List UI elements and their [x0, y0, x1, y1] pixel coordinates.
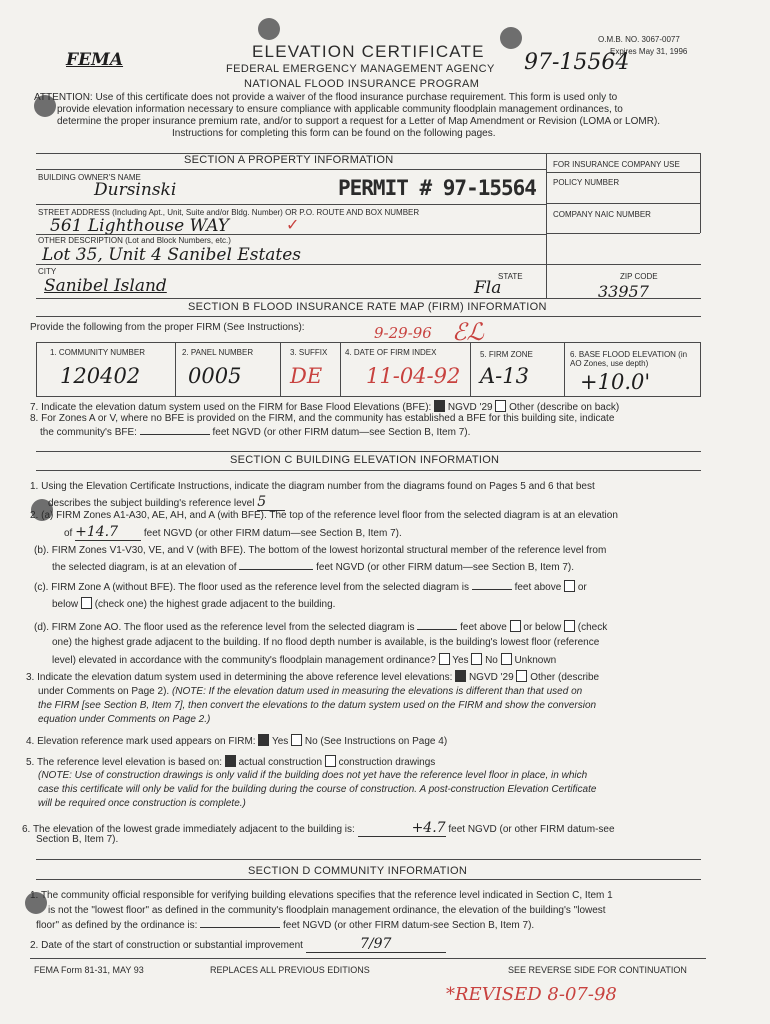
c6-line-2: Section B, Item 7).: [36, 834, 119, 845]
street-address-value: 561 Lighthouse WAY: [50, 216, 229, 236]
city-value: Sanibel Island: [44, 276, 167, 296]
policy-number-label: POLICY NUMBER: [553, 178, 620, 187]
firm-provide-text: Provide the following from the proper FIRM (See Instructions):: [30, 322, 305, 333]
attention-line-1: ATTENTION: Use of this certificate does not provide a waiver of the flood insurance purchase requirement. This form is used only to: [34, 92, 618, 103]
community-number-label: 1. COMMUNITY NUMBER: [50, 348, 145, 357]
street-address-label: STREET ADDRESS (Including Apt., Unit, Suite and/or Bldg. Number) OR P.O. ROUTE AND BOX NUMBER: [38, 208, 420, 217]
c3-other-checkbox[interactable]: [516, 670, 527, 682]
state-value: Fla: [474, 278, 502, 298]
c2d-above-checkbox[interactable]: [510, 620, 521, 632]
suffix-label: 3. SUFFIX: [290, 348, 328, 357]
owner-name-label: BUILDING OWNER'S NAME: [38, 173, 141, 182]
a-zone-elevation-field[interactable]: [472, 589, 512, 590]
insurance-use-header: FOR INSURANCE COMPANY USE: [553, 160, 680, 169]
d1-line-2: is not the "lowest floor" as defined in the community's floodplain management ordinance, the elevation of the building's "lowest: [48, 905, 606, 916]
form-number: FEMA Form 81-31, MAY 93: [34, 965, 144, 975]
c2c-line-1: (c). FIRM Zone A (without BFE). The floor used as the reference level from the selected diagram is feet above or: [34, 582, 587, 593]
c5-line: 5. The reference level elevation is based on: actual construction construction drawings: [26, 757, 436, 768]
owner-name-value: Dursinski: [94, 180, 177, 200]
omb-number: O.M.B. NO. 3067-0077: [598, 35, 680, 44]
c3-ngvd-checkbox[interactable]: [455, 670, 466, 682]
naic-number-label: COMPANY NAIC NUMBER: [553, 210, 651, 219]
attention-line-3: determine the proper insurance premium rate, and/or to support a request for a Letter of Map Amendment or Revision (LOMA or LOMR).: [57, 116, 661, 127]
c1-line-1: 1. Using the Elevation Certificate Instructions, indicate the diagram number from the diagrams found on Pages 5 and 6 that best: [30, 481, 595, 492]
c2d-no-checkbox[interactable]: [471, 653, 482, 665]
item8-bfe-line: the community's BFE: feet NGVD (or other FIRM datum—see Section B, Item 7).: [40, 427, 471, 438]
red-annotation-initials: ℰℒ: [452, 318, 484, 346]
attention-line-2: provide elevation information necessary to ensure compliance with applicable community floodplain management ordinances, to: [57, 104, 623, 115]
c2c-above-checkbox[interactable]: [564, 580, 575, 592]
lowest-grade-elevation-value[interactable]: +4.7: [358, 820, 446, 837]
c4-line: 4. Elevation reference mark used appears on FIRM: Yes No (See Instructions on Page 4): [26, 736, 448, 747]
c5-note-3: will be required once construction is complete.): [38, 798, 246, 809]
c3-line-3: the FIRM [see Section B, Item 7], then convert the elevations to the datum system used on the FIRM and show the conversion: [38, 700, 597, 711]
c5-note-1: (NOTE: Use of construction drawings is only valid if the building does not yet have the reference level floor in place, in which: [38, 770, 588, 781]
d1-line-3: floor" as defined by the ordinance is: feet NGVD (or other FIRM datum-see Section B, Item 7).: [36, 920, 535, 931]
c2d-line-1: (d). FIRM Zone AO. The floor used as the reference level from the selected diagram is feet above or below (check: [34, 622, 608, 633]
c6-line-1: 6. The elevation of the lowest grade immediately adjacent to the building is: +4.7 feet NGVD (or other FIRM datum-see: [22, 820, 615, 836]
c5-note-2: case this certificate will only be valid for the building during the course of construction. A post-construction Elevation Certificate: [38, 784, 597, 795]
permit-number-value: PERMIT # 97-15564: [338, 176, 536, 200]
program-name: NATIONAL FLOOD INSURANCE PROGRAM: [244, 78, 480, 90]
c2d-below-checkbox[interactable]: [564, 620, 575, 632]
punch-hole-top-left: [258, 18, 280, 40]
bfe-value: +10.0': [580, 370, 651, 394]
c3-line-4: equation under Comments on Page 2.): [38, 714, 211, 725]
firm-index-date-label: 4. DATE OF FIRM INDEX: [345, 348, 437, 357]
state-label: STATE: [498, 272, 523, 281]
item7-text: 7. Indicate the elevation datum system used on the FIRM for Base Flood Elevations (BFE): NGVD '29 Other (describe on back): [30, 402, 620, 413]
community-bfe-field[interactable]: [140, 434, 210, 435]
check-mark-red: ✓: [286, 217, 300, 234]
suffix-value: DE: [290, 364, 323, 388]
handwritten-permit-number: 97-15564: [524, 50, 630, 75]
reference-level-elevation-value[interactable]: +14.7: [75, 524, 141, 541]
c1-line-2: describes the subject building's reference level 5: [48, 494, 285, 511]
ngvd-checkbox[interactable]: [434, 400, 445, 412]
expiry-date: Expires May 31, 1996: [610, 47, 688, 56]
community-number-value: 120402: [60, 364, 141, 388]
punch-hole-top-right: [500, 27, 522, 49]
bfe-label: 6. BASE FLOOD ELEVATION (in AO Zones, use depth): [570, 350, 688, 368]
c2a-line-2: of +14.7 feet NGVD (or other FIRM datum—see Section B, Item 7).: [64, 524, 402, 540]
zip-label: ZIP CODE: [620, 272, 658, 281]
red-annotation-date: 9-29-96: [374, 324, 432, 342]
firm-zone-value: A-13: [480, 364, 529, 388]
revised-date-annotation: *REVISED 8-07-98: [446, 984, 617, 1005]
c2d-yes-checkbox[interactable]: [439, 653, 450, 665]
firm-index-date-value: 11-04-92: [366, 364, 461, 388]
form-title: ELEVATION CERTIFICATE: [252, 42, 485, 61]
c2a-line-1: 2. (a) FIRM Zones A1-A30, AE, AH, and A (with BFE). The top of the reference level floor from the selected diagram is at an elevation: [30, 510, 618, 521]
d2-line: 2. Date of the start of construction or substantial improvement 7/97: [30, 936, 446, 953]
c2d-line-2: one) the highest grade adjacent to the building. If no flood depth number is available, is the building's lowest floor (reference: [52, 637, 600, 648]
c2c-below-checkbox[interactable]: [81, 597, 92, 609]
diagram-number-value[interactable]: 5: [257, 494, 285, 511]
city-label: CITY: [38, 267, 57, 276]
c2d-line-3: level) elevated in accordance with the community's floodplain management ordinance? Yes No Unknown: [52, 655, 557, 666]
other-datum-checkbox[interactable]: [495, 400, 506, 412]
item8-text: 8. For Zones A or V, where no BFE is provided on the FIRM, and the community has established a BFE for this building site, indicate: [30, 413, 615, 424]
d1-line-1: 1. The community official responsible for verifying building elevations specifies that the reference level indicated in Section C, Item 1: [30, 890, 613, 901]
panel-number-value: 0005: [188, 364, 242, 388]
c2d-unknown-checkbox[interactable]: [501, 653, 512, 665]
c3-line-1: 3. Indicate the elevation datum system used in determining the above reference level elevations: NGVD '29 Other (describe: [26, 672, 600, 683]
fema-logo: FEMA: [66, 50, 124, 70]
agency-name: FEDERAL EMERGENCY MANAGEMENT AGENCY: [226, 63, 495, 75]
c2c-line-2: below (check one) the highest grade adjacent to the building.: [52, 599, 336, 610]
panel-number-label: 2. PANEL NUMBER: [182, 348, 254, 357]
c5-drawings-checkbox[interactable]: [325, 755, 336, 767]
section-d-title: SECTION D COMMUNITY INFORMATION: [248, 865, 468, 877]
c4-yes-checkbox[interactable]: [258, 734, 269, 746]
v-zone-elevation-field[interactable]: [239, 569, 313, 570]
c2b-line-1: (b). FIRM Zones V1-V30, VE, and V (with BFE). The bottom of the lowest horizontal structural member of the reference level from: [34, 545, 607, 556]
section-a-title: SECTION A PROPERTY INFORMATION: [184, 154, 394, 166]
other-description-label: OTHER DESCRIPTION (Lot and Block Numbers, etc.): [38, 236, 231, 245]
c4-no-checkbox[interactable]: [291, 734, 302, 746]
c3-line-2: under Comments on Page 2). (NOTE: If the elevation datum used in measuring the elevations is different than that used on: [38, 686, 583, 697]
zip-value: 33957: [598, 282, 649, 301]
firm-zone-label: 5. FIRM ZONE: [480, 350, 533, 359]
c5-actual-checkbox[interactable]: [225, 755, 236, 767]
c2b-line-2: the selected diagram, is at an elevation of feet NGVD (or other FIRM datum—see Section B, Item 7).: [52, 562, 574, 573]
section-c-title: SECTION C BUILDING ELEVATION INFORMATION: [230, 454, 500, 466]
ao-zone-elevation-field[interactable]: [417, 629, 457, 630]
replaces-notice: REPLACES ALL PREVIOUS EDITIONS: [210, 965, 370, 975]
section-b-title: SECTION B FLOOD INSURANCE RATE MAP (FIRM) INFORMATION: [188, 301, 547, 313]
lowest-floor-elevation-field[interactable]: [200, 927, 280, 928]
reverse-side-notice: SEE REVERSE SIDE FOR CONTINUATION: [508, 965, 687, 975]
construction-start-date-value[interactable]: 7/97: [306, 936, 446, 953]
attention-line-4: Instructions for completing this form can be found on the following pages.: [172, 128, 496, 139]
other-description-value: Lot 35, Unit 4 Sanibel Estates: [42, 245, 302, 265]
